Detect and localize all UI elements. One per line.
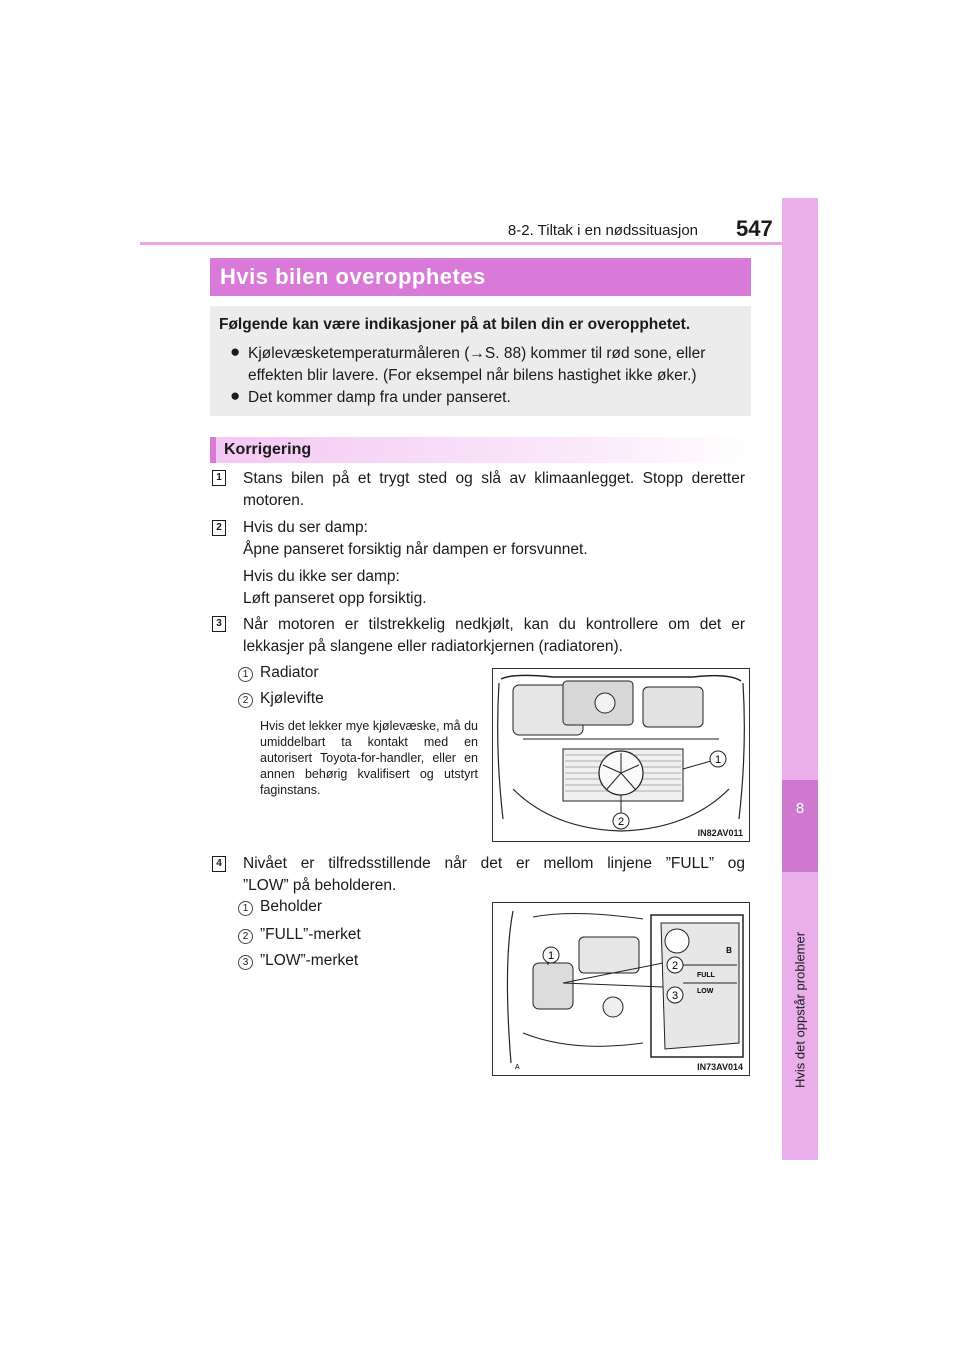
figure-1-code: IN82AV011 [697,828,743,838]
step-2-steam-heading: Hvis du ser damp: [243,519,368,536]
header-rule [140,242,818,245]
item-label-radiator: Radiator [260,664,319,681]
step-3-line2: lekkasjer på slangene eller radiatorkjernen (radiatoren). [243,638,623,655]
bullet-icon: ● [230,386,241,405]
item-number: 1 [238,901,253,916]
item-label-reservoir: Beholder [260,898,323,915]
page-title: Hvis bilen overopphetes [210,258,751,296]
section-reference: 8-2. Tiltak i en nødssituasjon [507,222,698,239]
tank-label-low: LOW [697,988,714,995]
info-bullet-1-line2: effekten blir lavere. (For eksempel når bilens hastighet ikke øker.) [248,367,697,384]
figure-2-callout-1: 1 [547,950,555,962]
figure-1-callout-2: 2 [617,816,625,828]
chapter-number: 8 [795,800,805,817]
item-number: 2 [238,693,253,708]
item-number: 2 [238,929,253,944]
engine-bay-figure [492,668,750,842]
step-3-number: 3 [212,616,226,632]
leak-note: Hvis det lekker mye kjølevæske, må du umiddelbart ta kontakt med en autorisert Toyota-for-handler, eller en annen behørig kvalifisert og utstyrt faginstans. [260,719,478,797]
item-label-fan: Kjølevifte [260,690,324,707]
step-1-line2: motoren. [243,492,305,509]
chapter-title: Hvis det oppstår problemer [792,931,808,1089]
figure-2-callout-2: 2 [671,960,679,972]
item-number: 1 [238,667,253,682]
figure-2-callout-3: 3 [671,990,679,1002]
tank-label-b: B [726,946,732,955]
page-number: 547 [736,216,773,241]
figure-2-code: IN73AV014 [697,1062,743,1072]
tank-label-full: FULL [697,972,715,979]
step-4-number: 4 [212,856,226,872]
engine-bay-drawing [493,669,749,841]
info-bullet-2: Det kommer damp fra under panseret. [248,389,511,406]
item-number: 3 [238,955,253,970]
chapter-number-block [782,780,818,872]
step-3-line1: Når motoren er tilstrekkelig nedkjølt, kan du kontrollere om det er [243,616,745,633]
step-4-line2: ”LOW” på beholderen. [243,877,397,894]
info-lead: Følgende kan være indikasjoner på at bilen din er overopphetet. [219,316,691,333]
item-label-full-mark: ”FULL”-merket [260,926,361,943]
figure-1-callout-1: 1 [714,754,722,766]
step-2-steam-text: Åpne panseret forsiktig når dampen er forsvunnet. [243,541,588,558]
info-bullet-1-line1: Kjølevæsketemperaturmåleren (→S. 88) kommer til rød sone, eller [248,345,706,362]
step-4-line1: Nivået er tilfredsstillende når det er mellom linjene ”FULL” og [243,855,745,872]
step-2-nosteam-heading: Hvis du ikke ser damp: [243,568,400,585]
step-2-number: 2 [212,520,226,536]
step-2-nosteam-text: Løft panseret opp forsiktig. [243,590,427,607]
step-1-line1: Stans bilen på et trygt sted og slå av klimaanlegget. Stopp deretter [243,470,745,487]
figure-2-label-a: A [515,1064,520,1071]
step-1-number: 1 [212,470,226,486]
korrigering-heading: Korrigering [210,437,751,463]
bullet-icon: ● [230,342,241,361]
item-label-low-mark: ”LOW”-merket [260,952,359,969]
reservoir-figure [492,902,750,1076]
reservoir-drawing [493,903,749,1075]
